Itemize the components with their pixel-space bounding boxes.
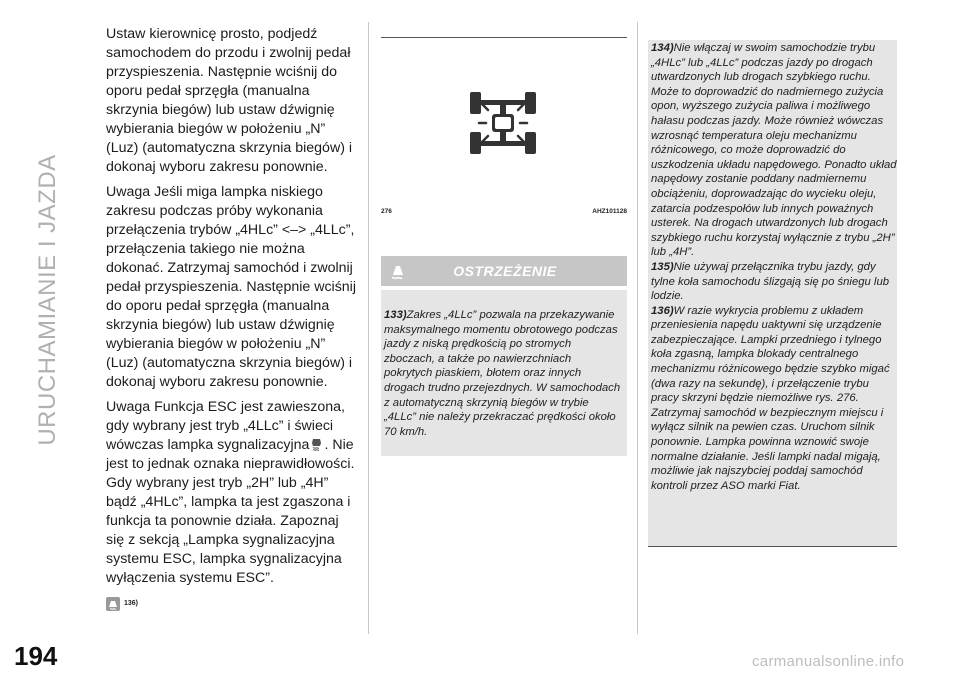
paragraph-note-low-range: Uwaga Jeśli miga lampka niskiego zakresu podczas próby wykonania przełączenia trybów „4HLc” <–> „4LLc”, przełączenia takiego nie można dokonać. Zatrzymaj samochód i zwolnij pedał przyspieszenia. Następnie wciśnij do oporu pedał sprzęgła (manualna skrzynia biegów) lub ustaw dźwignię wybierania biegów w położeniu „N” (Luz) (automatyczna skrzynia biegów) i dokonaj wyboru zakresu ponownie.: [106, 184, 356, 390]
warning-car-icon: [387, 260, 409, 282]
figure-number: 276: [381, 208, 392, 215]
warning-item-number: 134): [651, 42, 674, 54]
warning-item: [384, 308, 622, 439]
warning-item-number: 136): [651, 304, 674, 317]
body-text-column: [106, 25, 358, 613]
warning-item-text: W razie wykrycia problemu z układem przeniesienia napędu uaktywni się urządzenie zabezpieczające. Lampki przedniego i tylnego koła zgasną, lampka blokady centralnego mechanizmu różnicowego będzie szybko migać (dwa razy na sekundę), i przełączenie trybu pracy skrzyni będzie niemożliwe rys. 276. Zatrzymaj samochód w bezpiecznym miejscu i wyłącz silnik na pewien czas. Uruchom silnik ponownie. Lampka powinna wznowić swoje normalne działanie. Jeśli lampki nadal migają, możliwie jak najszybciej poddaj samochód kontroli przez ASO marki Fiat.: [651, 304, 890, 492]
note-esc-text-end: . Nie jest to jednak oznaka nieprawidłowości. Gdy wybrany jest tryb „2H” lub „4H” bądź „4HLc”, lampka ta jest zgaszona i funkcja ta ponownie działa. Zapoznaj się z sekcją „Lampka sygnalizacyjna systemu ESC, lampka sygnalizacyjna wyłączenia systemu ESC”.: [106, 437, 355, 586]
watermark: carmanualsonline.info: [752, 653, 905, 670]
column-divider-left: [368, 22, 369, 634]
page-number: 194: [14, 641, 58, 671]
paragraph-procedure: Ustaw kierownicę prosto, podjedź samochodem do przodu i zwolnij pedał przyspieszenia. Następnie wciśnij do oporu pedał sprzęgła (manualna skrzynia biegów) lub ustaw dźwignię wybierania biegów w położeniu „N” (Luz) (automatyczna skrzynia biegów) i dokonaj wyboru zakresu ponownie.: [106, 26, 353, 175]
paragraph-note-esc: [106, 398, 358, 588]
warning-item: [651, 41, 897, 260]
figure-code: AHZ101128: [592, 208, 627, 215]
esc-warning-icon: [311, 438, 322, 451]
warning-item: [651, 260, 897, 304]
4wd-indicator-icon: [466, 86, 540, 160]
warning-item-number: 135): [651, 260, 674, 273]
warning-text: [384, 308, 622, 439]
section-side-title: URUCHAMIANIE I JAZDA: [34, 154, 61, 446]
warning-continuation-text: [651, 41, 897, 493]
warning-car-icon: [106, 597, 120, 611]
warning-item-number: 133): [384, 309, 407, 321]
warning-box-bottom-rule: [648, 546, 897, 547]
warning-reference-number: 136): [124, 600, 139, 607]
figure-top-rule: [381, 37, 627, 38]
warning-item-text: Nie używaj przełącznika trybu jazdy, gdy tylne koła samochodu ślizgają się po śniegu lub lodzie.: [651, 260, 890, 303]
figure-caption: [381, 208, 627, 215]
note-esc-text-start: Uwaga Funkcja ESC jest zawieszona, gdy wybrany jest tryb „4LLc” i świeci wówczas lampka sygnalizacyjna: [106, 399, 345, 453]
warning-item-text: Nie włączaj w swoim samochodzie trybu „4HLc” lub „4LLc” podczas jazdy po drogach utwardzonych lub drogach szybkiego ruchu. Może to doprowadzić do nadmiernego zużycia opon, wyższego zużycia paliwa i możliwego hałasu podczas jazdy. Może również wówczas wzrosnąć temperatura oleju mechanizmu różnicowego, co może doprowadzić do uszkodzenia układu napędowego. Ponadto układ napędowy zostanie poddany nadmiernemu obciążeniu, doprowadzając do wycieku oleju, zatarcia podzespołów lub innych poważnych usterek. Na drogach utwardzonych lub drogach szybkiego ruchu korzystaj wyłącznie z trybu „2H” lub „4H”.: [651, 42, 897, 259]
warning-title: OSTRZEŻENIE: [453, 263, 557, 279]
warning-item: [651, 304, 897, 494]
warning-header: [381, 256, 627, 286]
column-divider-right: [637, 22, 638, 634]
warning-reference: [106, 594, 358, 613]
warning-item-text: Zakres „4LLc” pozwala na przekazywanie maksymalnego momentu obrotowego podczas jazdy z niską prędkością po stromych zboczach, a także po nawierzchniach pokrytych piaskiem, błotem oraz innych drogach trudno przejezdnych. W samochodach z automatyczną skrzynią biegów w trybie „4LLc” nie należy przekraczać prędkości około 70 km/h.: [384, 309, 621, 438]
